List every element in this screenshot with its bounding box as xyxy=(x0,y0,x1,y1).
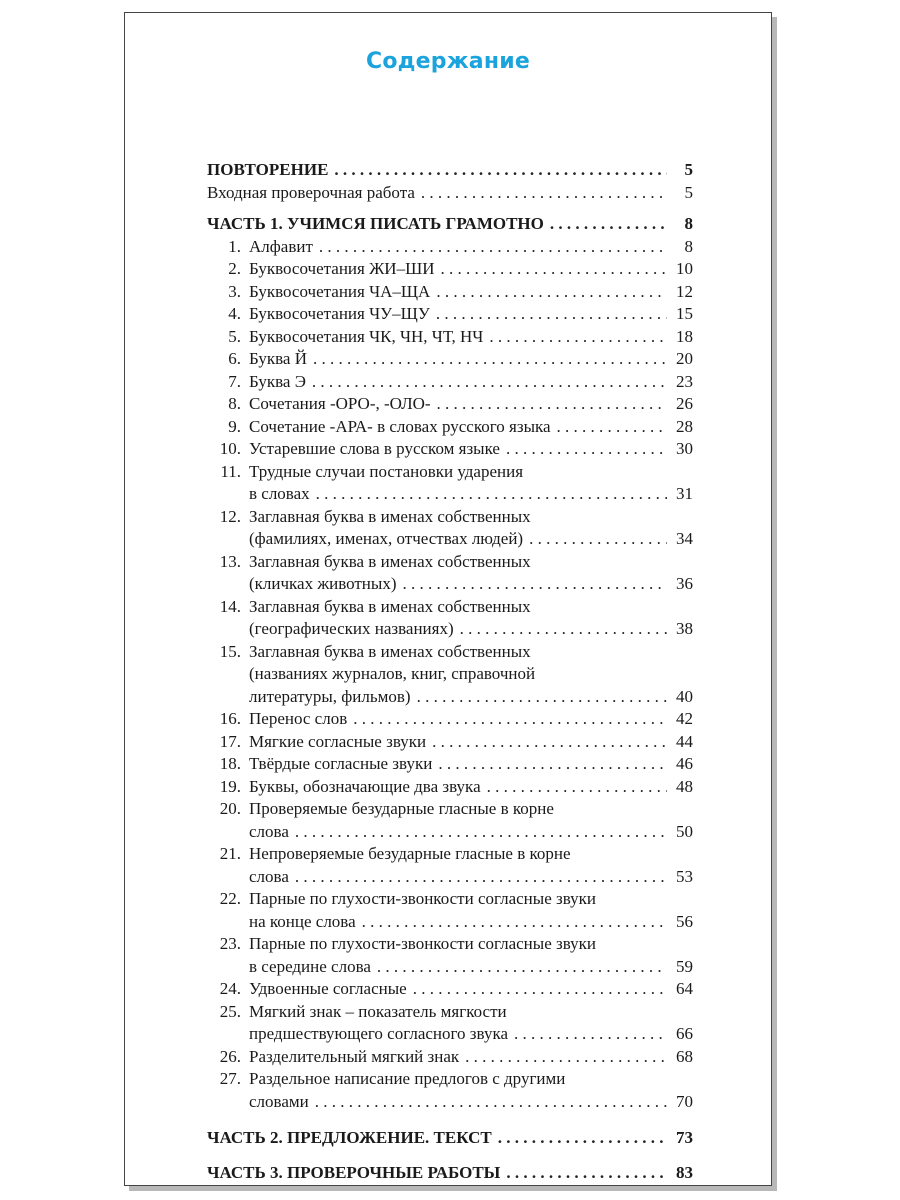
toc-page-number: 66 xyxy=(676,1024,693,1043)
toc-item-continuation[interactable] xyxy=(207,821,693,844)
toc-page-number: 8 xyxy=(684,214,693,233)
toc-item[interactable] xyxy=(207,753,693,776)
toc-item[interactable] xyxy=(207,1001,693,1024)
toc-item[interactable] xyxy=(207,303,693,326)
toc-page-number: 73 xyxy=(676,1128,693,1147)
toc-item-label: Сочетание -АРА- в словах русского языка xyxy=(249,416,551,436)
toc-item-label: слова xyxy=(249,866,289,886)
toc-item-number: 25. xyxy=(219,1001,241,1021)
toc-item[interactable] xyxy=(207,596,693,619)
toc-item-label: Сочетания -ОРО-, -ОЛО- xyxy=(249,394,431,413)
toc-item-label: Буквосочетания ЖИ–ШИ xyxy=(249,259,435,278)
toc-item-label: Мягкий знак – показатель мягкости xyxy=(249,1001,507,1021)
dot-leader xyxy=(506,1162,667,1185)
dot-leader xyxy=(529,528,667,551)
dot-leader xyxy=(489,326,667,349)
toc-item-number: 4. xyxy=(228,304,241,323)
dot-leader xyxy=(441,258,667,281)
toc-page-number: 20 xyxy=(676,349,693,368)
toc-item[interactable] xyxy=(207,731,693,754)
toc-item-label: Мягкие согласные звуки xyxy=(249,731,427,751)
toc-item-number: 1. xyxy=(228,236,241,256)
toc-item-label: Буквосочетания ЧК, ЧН, ЧТ, НЧ xyxy=(249,326,484,346)
toc-item[interactable] xyxy=(207,258,693,281)
toc-item[interactable] xyxy=(207,843,693,866)
toc-page-number: 83 xyxy=(676,1162,693,1182)
dot-leader xyxy=(550,213,667,236)
dot-leader xyxy=(334,159,667,182)
toc-item[interactable] xyxy=(207,236,693,259)
dot-leader xyxy=(438,753,667,776)
toc-item-label: (фамилиях, именах, отчествах людей) xyxy=(249,529,524,548)
toc-label: ПОВТОРЕНИЕ xyxy=(207,160,329,179)
toc-item-continuation[interactable] xyxy=(207,573,693,596)
toc-label: Входная проверочная работа xyxy=(207,182,415,202)
toc-item[interactable] xyxy=(207,461,693,484)
toc-item-label: на конце слова xyxy=(249,911,356,931)
toc-item-label: Трудные случаи постановки ударения xyxy=(249,461,524,481)
toc-item-label: Буква Й xyxy=(249,349,307,368)
toc-item-label: Твёрдые согласные звуки xyxy=(249,754,433,773)
toc-item-number: 22. xyxy=(219,889,241,908)
toc-item[interactable] xyxy=(207,438,693,461)
dot-leader xyxy=(313,348,667,371)
dot-leader xyxy=(514,1023,667,1046)
toc-item[interactable] xyxy=(207,776,693,799)
toc-item-label: Перенос слов xyxy=(249,709,348,728)
toc-page-number: 10 xyxy=(676,259,693,278)
toc-item-continuation[interactable] xyxy=(207,1023,693,1046)
toc-page-number: 12 xyxy=(676,281,693,301)
toc-item-continuation[interactable] xyxy=(207,911,693,934)
toc-item[interactable] xyxy=(207,506,693,529)
toc-page-number: 31 xyxy=(676,484,693,503)
toc-item-label: Буквы, обозначающие два звука xyxy=(249,776,481,796)
toc-item-label: (географических названиях) xyxy=(249,619,454,638)
dot-leader xyxy=(421,182,667,205)
toc-item-continuation[interactable] xyxy=(207,866,693,889)
toc-item[interactable] xyxy=(207,551,693,574)
toc-item-label: слова xyxy=(249,821,289,841)
toc-item-number: 7. xyxy=(228,371,241,391)
dot-leader xyxy=(377,956,667,979)
toc-section-part3[interactable] xyxy=(207,1162,693,1185)
toc-page-number: 23 xyxy=(676,371,693,391)
page-title: Содержание xyxy=(366,49,530,74)
toc-item[interactable] xyxy=(207,641,693,664)
toc-item-number: 20. xyxy=(219,799,241,818)
dot-leader xyxy=(465,1046,667,1069)
toc-item-number: 11. xyxy=(220,461,241,481)
toc-page-number: 56 xyxy=(676,911,693,931)
toc-item-number: 5. xyxy=(228,326,241,346)
toc-items xyxy=(207,236,693,1114)
dot-leader xyxy=(403,573,668,596)
toc-item-continuation[interactable] xyxy=(207,686,693,709)
toc-item-label: Заглавная буква в именах собственных xyxy=(249,596,531,616)
toc-page-number: 38 xyxy=(676,619,693,638)
toc-page-number: 40 xyxy=(676,686,693,706)
toc-item-label: Буквосочетания ЧУ–ЩУ xyxy=(249,304,430,323)
toc-item-label: предшествующего согласного звука xyxy=(249,1024,509,1043)
toc-item[interactable] xyxy=(207,416,693,439)
dot-leader xyxy=(487,776,667,799)
toc-item-label: Непроверяемые безударные гласные в корне xyxy=(249,844,571,863)
toc-item[interactable] xyxy=(207,933,693,956)
toc-page-number: 48 xyxy=(676,776,693,796)
toc-item-label: Буквосочетания ЧА–ЩА xyxy=(249,281,431,301)
toc-item-label: словами xyxy=(249,1091,309,1111)
toc-item-label: Раздельное написание предлогов с другими xyxy=(249,1069,566,1088)
toc-page-number: 64 xyxy=(676,979,693,998)
toc-item-label: литературы, фильмов) xyxy=(249,686,411,706)
toc-item-label: Заглавная буква в именах собственных xyxy=(249,551,531,571)
dot-leader xyxy=(413,978,667,1001)
toc-item-continuation[interactable] xyxy=(207,956,693,979)
toc-label: ЧАСТЬ 3. ПРОВЕРОЧНЫЕ РАБОТЫ xyxy=(207,1162,501,1182)
toc-page-number: 28 xyxy=(676,416,693,436)
toc-item-continuation[interactable] xyxy=(207,483,693,506)
toc-item-continuation[interactable] xyxy=(207,1091,693,1114)
toc-item-number: 16. xyxy=(219,709,241,728)
toc-item-number: 3. xyxy=(228,281,241,301)
toc-page-number: 44 xyxy=(676,731,693,751)
toc-item-number: 15. xyxy=(219,641,241,661)
toc-page-number: 30 xyxy=(676,439,693,458)
toc-item[interactable] xyxy=(207,1068,693,1091)
toc-page-number: 42 xyxy=(676,709,693,728)
toc-item-number: 13. xyxy=(219,551,241,571)
toc-item-number: 27. xyxy=(219,1069,241,1088)
toc-item[interactable] xyxy=(207,888,693,911)
toc-page-number: 26 xyxy=(676,394,693,413)
dot-leader xyxy=(436,303,667,326)
toc-item-label: Удвоенные согласные xyxy=(249,979,407,998)
dot-leader xyxy=(506,438,667,461)
toc-item-label: Проверяемые безударные гласные в корне xyxy=(249,799,554,818)
toc-item[interactable] xyxy=(207,371,693,394)
toc-item-label: Устаревшие слова в русском языке xyxy=(249,439,500,458)
toc-item-label: в словах xyxy=(249,484,310,503)
toc-item[interactable] xyxy=(207,978,693,1001)
dot-leader xyxy=(362,911,667,934)
toc-item-number: 17. xyxy=(219,731,241,751)
toc-item-label: Буква Э xyxy=(249,371,306,391)
toc-page-number: 5 xyxy=(684,182,693,202)
toc-item-label: Разделительный мягкий знак xyxy=(249,1046,460,1066)
toc-page-number: 8 xyxy=(684,236,693,256)
toc-item-number: 10. xyxy=(219,439,241,458)
toc-item-number: 6. xyxy=(228,349,241,368)
dot-leader xyxy=(312,371,667,394)
dot-leader xyxy=(319,236,667,259)
dot-leader xyxy=(353,708,667,731)
book-page xyxy=(124,12,772,1186)
toc-item-number: 18. xyxy=(219,754,241,773)
dot-leader xyxy=(498,1127,667,1150)
dot-leader xyxy=(437,393,667,416)
toc-section-part2[interactable] xyxy=(207,1127,693,1150)
toc-item-number: 8. xyxy=(228,394,241,413)
toc-page-number: 46 xyxy=(676,754,693,773)
toc-item-label: Парные по глухости-звонкости согласные звуки xyxy=(249,889,597,908)
dot-leader xyxy=(316,483,667,506)
toc-item-number: 19. xyxy=(219,776,241,796)
toc-page-number: 5 xyxy=(684,160,693,179)
toc-item-continuation[interactable] xyxy=(207,618,693,641)
toc-item-number: 24. xyxy=(219,979,241,998)
toc-page-number: 34 xyxy=(676,529,693,548)
toc-item-label: Алфавит xyxy=(249,236,313,256)
dot-leader xyxy=(295,821,667,844)
toc-item-label: Заглавная буква в именах собственных xyxy=(249,506,531,526)
dot-leader xyxy=(315,1091,667,1114)
toc-item[interactable] xyxy=(207,348,693,371)
toc-page-number: 59 xyxy=(676,956,693,976)
toc-item[interactable] xyxy=(207,1046,693,1069)
toc-item-continuation[interactable] xyxy=(207,528,693,551)
toc-item-number: 23. xyxy=(219,934,241,953)
dot-leader xyxy=(436,281,667,304)
toc-section-review[interactable] xyxy=(207,159,693,182)
dot-leader xyxy=(460,618,667,641)
toc-item-number: 2. xyxy=(228,259,241,278)
toc-item[interactable] xyxy=(207,281,693,304)
toc-page-number: 50 xyxy=(676,821,693,841)
toc-item-number: 12. xyxy=(219,506,241,526)
toc-item-number: 9. xyxy=(228,416,241,436)
toc-label: ЧАСТЬ 1. УЧИМСЯ ПИСАТЬ ГРАМОТНО xyxy=(207,214,544,233)
toc-item[interactable] xyxy=(207,393,693,416)
toc-item[interactable] xyxy=(207,708,693,731)
toc-item-number: 26. xyxy=(219,1046,241,1066)
toc-entry-test[interactable] xyxy=(207,182,693,205)
toc-item[interactable] xyxy=(207,798,693,821)
toc-item-continuation[interactable] xyxy=(207,663,693,686)
toc-item-label: (кличках животных) xyxy=(249,574,397,593)
dot-leader xyxy=(295,866,667,889)
dot-leader xyxy=(557,416,667,439)
toc-item-label: в середине слова xyxy=(249,956,371,976)
toc-item-label: Заглавная буква в именах собственных xyxy=(249,641,531,661)
toc-page-number: 18 xyxy=(676,326,693,346)
toc-item[interactable] xyxy=(207,326,693,349)
toc-page-number: 53 xyxy=(676,866,693,886)
toc-item-label: Парные по глухости-звонкости согласные звуки xyxy=(249,934,597,953)
table-of-contents xyxy=(207,159,693,1184)
toc-item-number: 14. xyxy=(219,596,241,616)
dot-leader xyxy=(432,731,667,754)
toc-section-part1[interactable] xyxy=(207,213,693,236)
toc-page-number: 68 xyxy=(676,1046,693,1066)
dot-leader xyxy=(417,686,667,709)
toc-page-number: 15 xyxy=(676,304,693,323)
toc-page-number: 70 xyxy=(676,1091,693,1111)
toc-item-label: (названиях журналов, книг, справочной xyxy=(249,664,536,683)
toc-page-number: 36 xyxy=(676,574,693,593)
toc-label: ЧАСТЬ 2. ПРЕДЛОЖЕНИЕ. ТЕКСТ xyxy=(207,1128,492,1147)
toc-item-number: 21. xyxy=(219,844,241,863)
